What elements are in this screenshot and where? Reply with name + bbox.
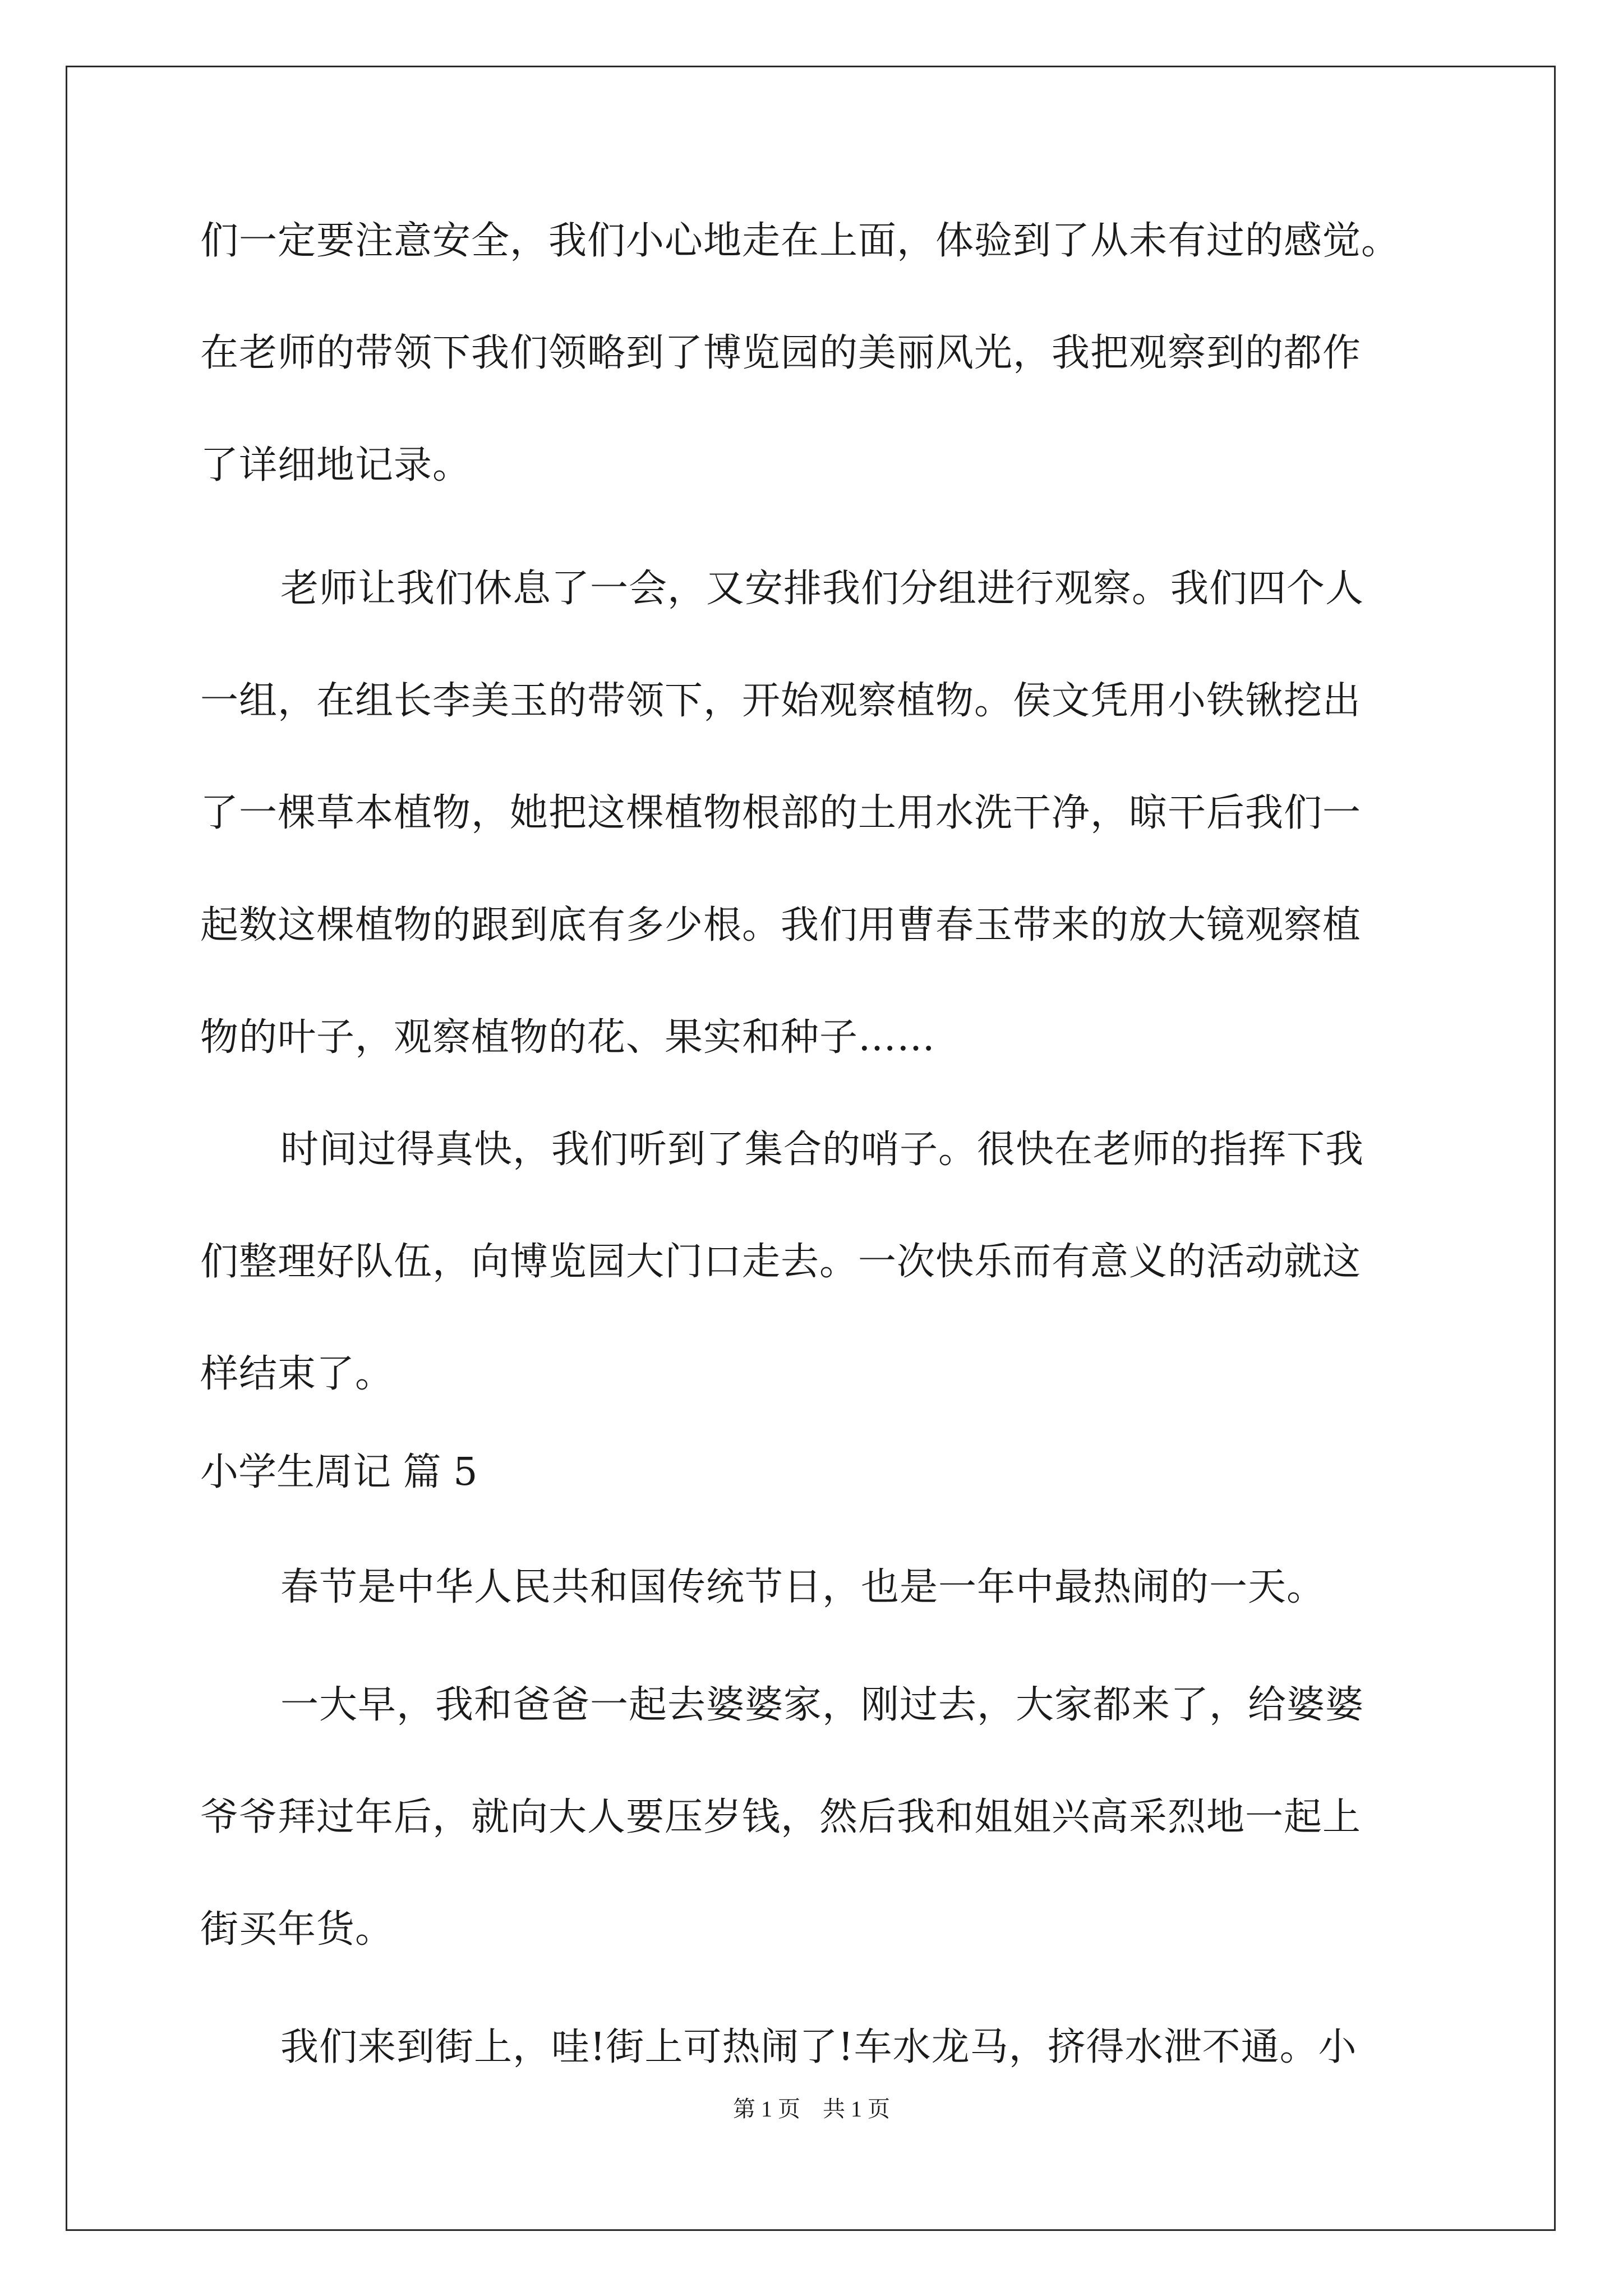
body-text-line: 们整理好队伍，向博览园大门口走去。一次快乐而有意义的活动就这 [200,1240,1362,1284]
body-text-line: 爷爷拜过年后，就向大人要压岁钱，然后我和姐姐兴高采烈地一起上 [200,1795,1362,1839]
body-text-line: 了详细地记录。 [200,443,472,487]
body-text-line: 物的叶子，观察植物的花、果实和种子…… [200,1015,936,1060]
body-text-line: 一组，在组长李美玉的带领下，开始观察植物。侯文凭用小铁锹挖出 [200,679,1362,723]
body-text-line: 在老师的带领下我们领略到了博览园的美丽风光，我把观察到的都作 [200,331,1362,375]
body-text-line: 了一棵草本植物，她把这棵植物根部的土用水洗干净，晾干后我们一 [200,791,1362,835]
paragraph-first-line: 时间过得真快，我们听到了集合的哨子。很快在老师的指挥下我 [280,1128,1364,1172]
paragraph-first-line: 春节是中华人民共和国传统节日，也是一年中最热闹的一天。 [280,1565,1326,1609]
page-footer: 第 1 页 共 1 页 [733,2096,890,2122]
paragraph-first-line: 老师让我们休息了一会，又安排我们分组进行观察。我们四个人 [280,567,1364,611]
body-text-line: 们一定要注意安全，我们小心地走在上面，体验到了从未有过的感觉。 [200,219,1400,263]
paragraph-first-line: 我们来到街上，哇!街上可热闹了!车水龙马，挤得水泄不通。小 [280,2025,1357,2069]
section-heading: 小学生周记 篇 5 [200,1450,478,1494]
paragraph-first-line: 一大早，我和爸爸一起去婆婆家，刚过去，大家都来了，给婆婆 [280,1683,1364,1727]
body-text-line: 样结束了。 [200,1352,394,1396]
body-text-line: 起数这棵植物的跟到底有多少根。我们用曹春玉带来的放大镜观察植 [200,903,1362,947]
body-text-line: 街买年货。 [200,1907,394,1952]
